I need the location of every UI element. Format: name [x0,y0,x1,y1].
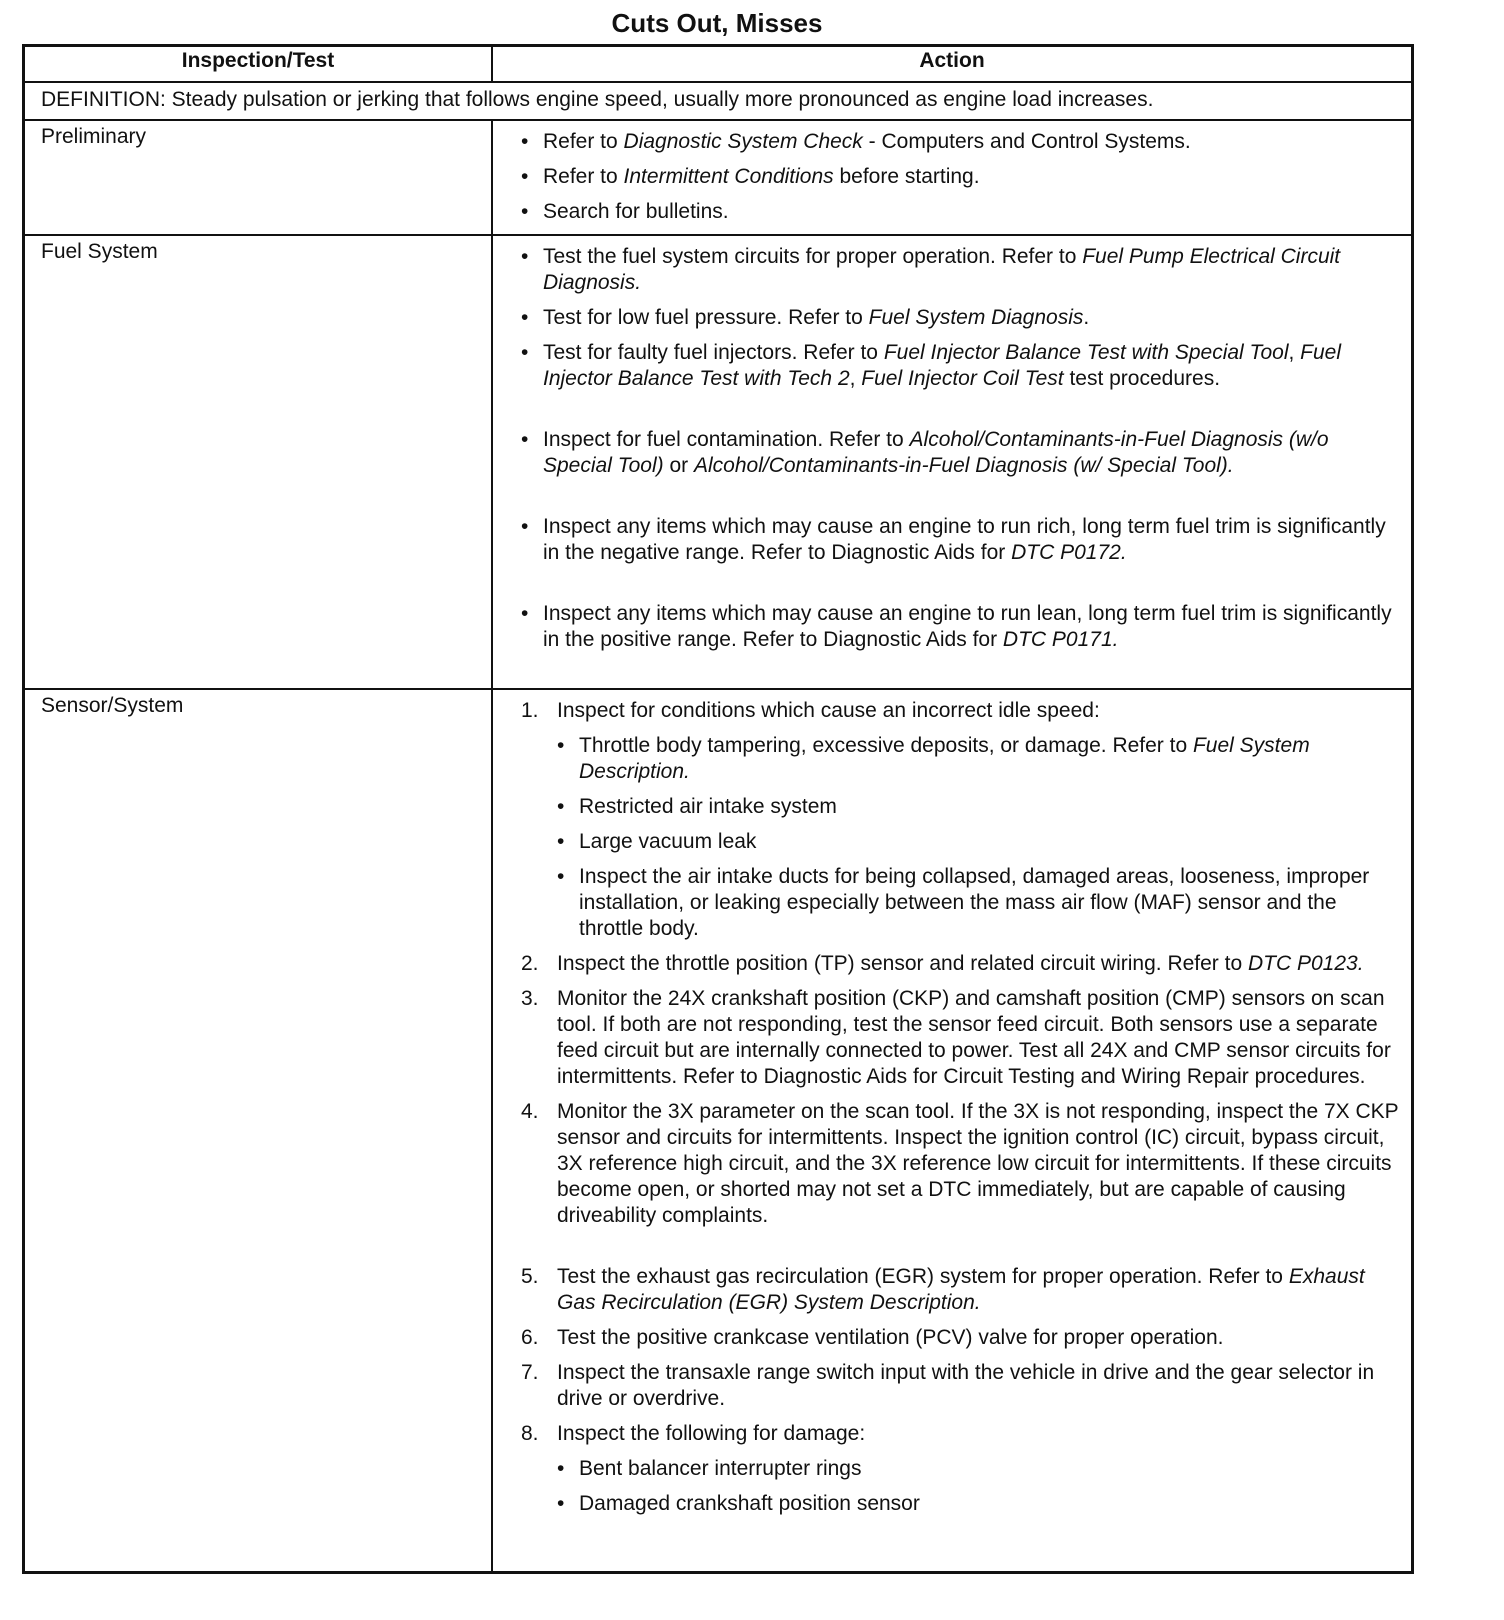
definition-row [24,82,1413,120]
list-marker: 8. [521,1422,539,1445]
header-action: Action [492,46,1413,83]
text-segment: Large vacuum leak [579,830,757,853]
list-marker: 5. [521,1265,539,1288]
reference-title: DTC P0123. [1247,952,1364,975]
bullet-item [521,164,1401,190]
list-marker: 3. [521,987,539,1010]
bullet-item [521,129,1401,155]
reference-title: Intermittent Conditions [623,165,834,188]
bullet-item [557,1491,1401,1517]
reference-title: Alcohol/Contaminants-in-Fuel Diagnosis (w/ Special Tool). [693,454,1234,477]
inspection-label: Preliminary [24,120,493,235]
text-segment: Bent balancer interrupter rings [579,1457,862,1480]
list-marker: • [557,795,565,818]
reference-title: Exhaust Gas Recirculation (EGR) System Description. [557,1265,1365,1314]
table-row [24,235,1413,689]
text-segment: Test the positive crankcase ventilation (PCV) valve for proper operation. [557,1326,1224,1349]
text-segment: - Computers and Control Systems. [862,130,1191,153]
text-segment: Inspect the following for damage: [557,1422,866,1445]
list-marker: 2. [521,952,539,975]
list-marker: • [521,341,529,364]
reference-title: Fuel Injector Balance Test with Tech 2 [543,341,1342,390]
bullet-item [557,864,1401,942]
text-segment: Monitor the 24X crankshaft position (CKP) and camshaft position (CMP) sensors on scan tool. If both are not responding, test the sensor feed circuit. Both sensors use a separate feed circuit but are internally connected to power. Test all 24X and CMP sensor circuits for intermittents. Refer to Diagnostic Aids for Circuit Testing and Wiring Repair procedures. [557,987,1391,1088]
text-segment: Inspect the air intake ducts for being collapsed, damaged areas, looseness, improper installation, or leaking especially between the mass air flow (MAF) sensor and the throttle body. [579,865,1370,940]
numbered-step [521,1421,1401,1447]
list-marker: • [521,245,529,268]
bullet-item [521,199,1401,225]
numbered-step [521,698,1401,724]
header-inspection-test: Inspection/Test [24,46,493,83]
table-row [24,120,1413,235]
reference-title: DTC P0172. [1011,541,1127,564]
text-segment: test procedures. [1063,367,1221,390]
list-marker: • [521,515,529,538]
text-segment: Inspect the transaxle range switch input with the vehicle in drive and the gear selector in drive or overdrive. [557,1361,1375,1410]
bullet-item [521,601,1401,653]
text-segment: Inspect any items which may cause an engine to run rich, long term fuel trim is significantly in the negative range. Refer to Diagnostic Aids for [543,515,1386,564]
text-segment: , [1288,341,1301,364]
text-segment: Inspect the throttle position (TP) sensor and related circuit wiring. Refer to [557,952,1248,975]
bullet-item [521,427,1401,479]
header-row [24,46,1413,83]
reference-title: Fuel Injector Balance Test with Special Tool [883,341,1289,364]
list-marker: 4. [521,1100,539,1123]
action-cell [492,689,1413,1572]
list-marker: • [557,1492,565,1515]
text-segment: Refer to [543,130,624,153]
bullet-item [557,794,1401,820]
reference-title: Fuel System Description. [579,734,1310,783]
text-segment: Monitor the 3X parameter on the scan tool. If the 3X is not responding, inspect the 7X CKP sensor and circuits for intermittents. Inspect the ignition control (IC) circuit, bypass circuit, 3X reference high circuit, and the 3X reference low circuit for intermittents. If these circuits become open, or shorted may not set a DTC immediately, but are capable of causing driveability complaints. [557,1100,1399,1227]
list-marker: 7. [521,1361,539,1384]
text-segment: Throttle body tampering, excessive deposits, or damage. Refer to [579,734,1193,757]
reference-title: Fuel Injector Coil Test [861,367,1064,390]
bullet-item [521,305,1401,331]
bullet-item [521,340,1401,392]
reference-title: Diagnostic System Check [623,130,863,153]
text-segment: Damaged crankshaft position sensor [579,1492,920,1515]
bullet-item [521,514,1401,566]
text-segment: Test the exhaust gas recirculation (EGR) system for proper operation. Refer to [557,1265,1289,1288]
text-segment: Search for bulletins. [543,200,729,223]
list-marker: • [557,830,565,853]
bullet-item [557,829,1401,855]
list-marker: • [521,428,529,451]
numbered-step [521,951,1401,977]
list-marker: • [521,306,529,329]
bullet-item [521,244,1401,296]
text-segment: , [849,367,862,390]
action-cell [492,120,1413,235]
text-segment: Inspect any items which may cause an engine to run lean, long term fuel trim is significantly in the positive range. Refer to Diagnostic Aids for [543,602,1392,651]
numbered-step [521,1099,1401,1229]
list-marker: • [557,865,565,888]
list-marker: 6. [521,1326,539,1349]
list-marker: • [521,200,529,223]
list-marker: 1. [521,699,539,722]
text-segment: Test for faulty fuel injectors. Refer to [543,341,884,364]
bullet-item [557,1456,1401,1482]
reference-title: Fuel System Diagnosis [868,306,1084,329]
reference-title: DTC P0171. [1002,628,1119,651]
numbered-step [521,1325,1401,1351]
list-marker: • [557,1457,565,1480]
action-cell [492,235,1413,689]
numbered-step [521,1264,1401,1316]
reference-title: Fuel Pump Electrical Circuit Diagnosis. [543,245,1341,294]
reference-title: Alcohol/Contaminants-in-Fuel Diagnosis (w/o Special Tool) [543,428,1329,477]
list-marker: • [521,130,529,153]
inspection-label: Fuel System [24,235,493,689]
text-segment: Refer to [543,165,624,188]
numbered-step [521,1360,1401,1412]
text-segment: Test the fuel system circuits for proper operation. Refer to [543,245,1083,268]
text-segment: Test for low fuel pressure. Refer to [543,306,869,329]
text-segment: Restricted air intake system [579,795,837,818]
list-marker: • [521,165,529,188]
page-title: Cuts Out, Misses [611,8,823,38]
text-segment: Inspect for conditions which cause an incorrect idle speed: [557,699,1100,722]
inspection-label: Sensor/System [24,689,493,1572]
text-segment: . [1083,306,1090,329]
diagnostic-table [22,44,1414,1574]
text-segment: before starting. [833,165,980,188]
list-marker: • [557,734,565,757]
table-row [24,689,1413,1572]
text-segment: Inspect for fuel contamination. Refer to [543,428,910,451]
list-marker: • [521,602,529,625]
text-segment: or [663,454,694,477]
definition-text: DEFINITION: Steady pulsation or jerking that follows engine speed, usually more pronounced as engine load increases. [24,82,1413,120]
numbered-step [521,986,1401,1090]
bullet-item [557,733,1401,785]
